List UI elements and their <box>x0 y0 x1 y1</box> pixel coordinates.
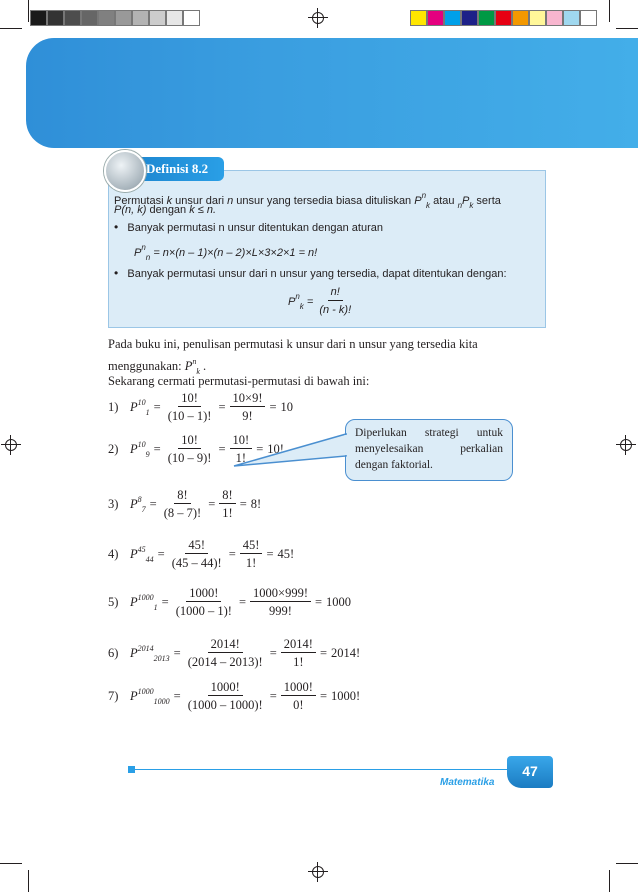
fraction: $\frac{45!}{(45 - 44)!}$ <box>171 538 222 570</box>
equation-result: 2014! <box>331 646 361 660</box>
fraction: $\frac{2014!}{(2014 - 2013)!}$ <box>187 637 263 669</box>
color-swatch <box>98 10 115 26</box>
fraction: $\frac{1000\times 999!}{999!}$ <box>250 585 311 620</box>
fraction: $\frac{1000!}{(1000 - 1)!}$ <box>175 586 232 618</box>
page-number: 47 <box>507 756 553 788</box>
equation-result: 45! <box>277 547 295 561</box>
color-swatch <box>495 10 512 26</box>
equation-row: 1) $P^{10}_1$ = $\frac{10!}{(10 - 1)!}$ = $\frac{10\times 9!}{9!}$ = 10 <box>108 391 294 423</box>
permutation-symbol: $P^{1000}_{1000}$ <box>130 687 170 706</box>
color-swatch <box>30 10 47 26</box>
registration-mark <box>312 12 324 24</box>
crop-mark <box>609 0 610 22</box>
equation-row: 6) $P^{2014}_{2013}$ = $\frac{2014!}{(2014 - 2013)!}$ = $\frac{2014!}{1!}$ = 2014! <box>108 637 361 669</box>
fraction: $\frac{1000!}{(1000 - 1000)!}$ <box>187 680 263 712</box>
fraction: $\frac{8!}{(8 - 7)!}$ <box>163 488 202 520</box>
color-swatch <box>47 10 64 26</box>
color-swatch <box>478 10 495 26</box>
definition-line2: P(n, k) dengan k ≤ n. <box>114 204 217 216</box>
equation-number: 5) <box>108 595 119 609</box>
body-paragraph-1b: menggunakan: $P^n_k$ . <box>108 357 207 376</box>
permutation-symbol: $P^{10}_1$ <box>130 398 150 417</box>
definition-bullet-1: • Banyak permutasi n unsur ditentukan dengan aturan <box>114 220 383 234</box>
permutation-symbol: $P^{10}_9$ <box>130 440 150 459</box>
color-swatch <box>461 10 478 26</box>
body-paragraph-2: Sekarang cermati permutasi-permutasi di bawah ini: <box>108 374 370 388</box>
definition-bullet-2: • Banyak permutasi unsur dari n unsur yang tersedia, dapat ditentukan dengan: <box>114 266 507 280</box>
permutation-symbol: $P^8_7$ <box>130 495 146 514</box>
footer-rule <box>132 769 512 770</box>
fraction: $\frac{2014!}{1!}$ <box>281 636 316 671</box>
equation-result: 1000 <box>326 595 352 609</box>
equation-number: 1) <box>108 400 119 414</box>
crop-mark <box>28 870 29 892</box>
fraction: $\frac{10!}{(10 - 1)!}$ <box>167 391 212 423</box>
equation-row: 3) $P^8_7$ = $\frac{8!}{(8 - 7)!}$ = $\frac{8!}{1!}$ = 8! <box>108 488 262 520</box>
fraction: $\frac{8!}{1!}$ <box>219 487 235 522</box>
definition-rule-1: $P^n_n = n\times(n - 1)\times(n - 2)\times L\times 3\times 2\times 1 = n$! <box>134 243 318 262</box>
color-swatch <box>81 10 98 26</box>
fraction: $\frac{10!}{1!}$ <box>230 432 253 467</box>
equation-number: 7) <box>108 689 119 703</box>
registration-mark <box>620 439 632 451</box>
equation-row: 2) $P^{10}_9$ = $\frac{10!}{(10 - 9)!}$ = $\frac{10!}{1!}$ = 10! <box>108 433 284 465</box>
color-swatch <box>529 10 546 26</box>
registration-mark <box>5 439 17 451</box>
strategy-callout: Diperlukan strategi untuk menyelesaikan perkalian dengan faktorial. <box>345 419 513 481</box>
grayscale-strip <box>30 10 200 26</box>
equation-number: 3) <box>108 497 119 511</box>
fraction: $\frac{1000!}{0!}$ <box>281 679 316 714</box>
definition-formula: $P^n_k$ = $\frac{n!}{(n - k)!}$ <box>288 286 352 316</box>
color-swatch <box>64 10 81 26</box>
definition-label: Definisi 8.2 <box>132 157 224 181</box>
color-swatch <box>166 10 183 26</box>
equation-result: 1000! <box>331 689 361 703</box>
equation-number: 4) <box>108 547 119 561</box>
color-swatch <box>149 10 166 26</box>
crop-mark <box>0 28 22 29</box>
crop-mark <box>0 863 22 864</box>
color-swatch <box>580 10 597 26</box>
permutation-symbol: $P^{45}_{44}$ <box>130 545 154 564</box>
color-swatch <box>410 10 427 26</box>
fraction: $\frac{10!}{(10 - 9)!}$ <box>167 433 212 465</box>
color-swatch <box>563 10 580 26</box>
color-swatch <box>546 10 563 26</box>
color-swatch <box>444 10 461 26</box>
color-strip <box>410 10 597 26</box>
color-swatch <box>115 10 132 26</box>
definition-intro: Permutasi k unsur dari n unsur yang tersedia biasa dituliskan $P^n_k$ atau $_nP_k$ serta <box>114 191 501 210</box>
body-paragraph-1: Pada buku ini, penulisan permutasi k unsur dari n unsur yang tersedia kita <box>108 337 478 351</box>
equation-row: 5) $P^{1000}_1$ = $\frac{1000!}{(1000 - 1)!}$ = $\frac{1000\times 999!}{999!}$ = 1000 <box>108 586 352 618</box>
fraction: $\frac{10\times 9!}{9!}$ <box>230 390 266 425</box>
color-swatch <box>427 10 444 26</box>
callout-pointer <box>232 430 350 470</box>
equation-row: 4) $P^{45}_{44}$ = $\frac{45!}{(45 - 44)!}$ = $\frac{45!}{1!}$ = 45! <box>108 538 295 570</box>
equation-result: 10! <box>267 442 284 456</box>
color-swatch <box>183 10 200 26</box>
crop-mark <box>616 863 638 864</box>
color-swatch <box>512 10 529 26</box>
permutation-symbol: $P^{2014}_{2013}$ <box>130 644 170 663</box>
permutation-symbol: $P^{1000}_1$ <box>130 593 158 612</box>
fraction: $\frac{45!}{1!}$ <box>240 537 263 572</box>
equation-result: 8! <box>250 497 262 511</box>
crop-mark <box>28 0 29 22</box>
crop-mark <box>609 870 610 892</box>
equation-result: 10 <box>280 400 294 414</box>
color-swatch <box>132 10 149 26</box>
equation-number: 2) <box>108 442 119 456</box>
equation-row: 7) $P^{1000}_{1000}$ = $\frac{1000!}{(1000 - 1000)!}$ = $\frac{1000!}{0!}$ = 1000! <box>108 680 361 712</box>
footer-subject: Matematika <box>440 777 495 788</box>
header-banner <box>26 38 638 148</box>
person-icon <box>104 150 146 192</box>
registration-mark <box>312 866 324 878</box>
equation-number: 6) <box>108 646 119 660</box>
crop-mark <box>616 28 638 29</box>
